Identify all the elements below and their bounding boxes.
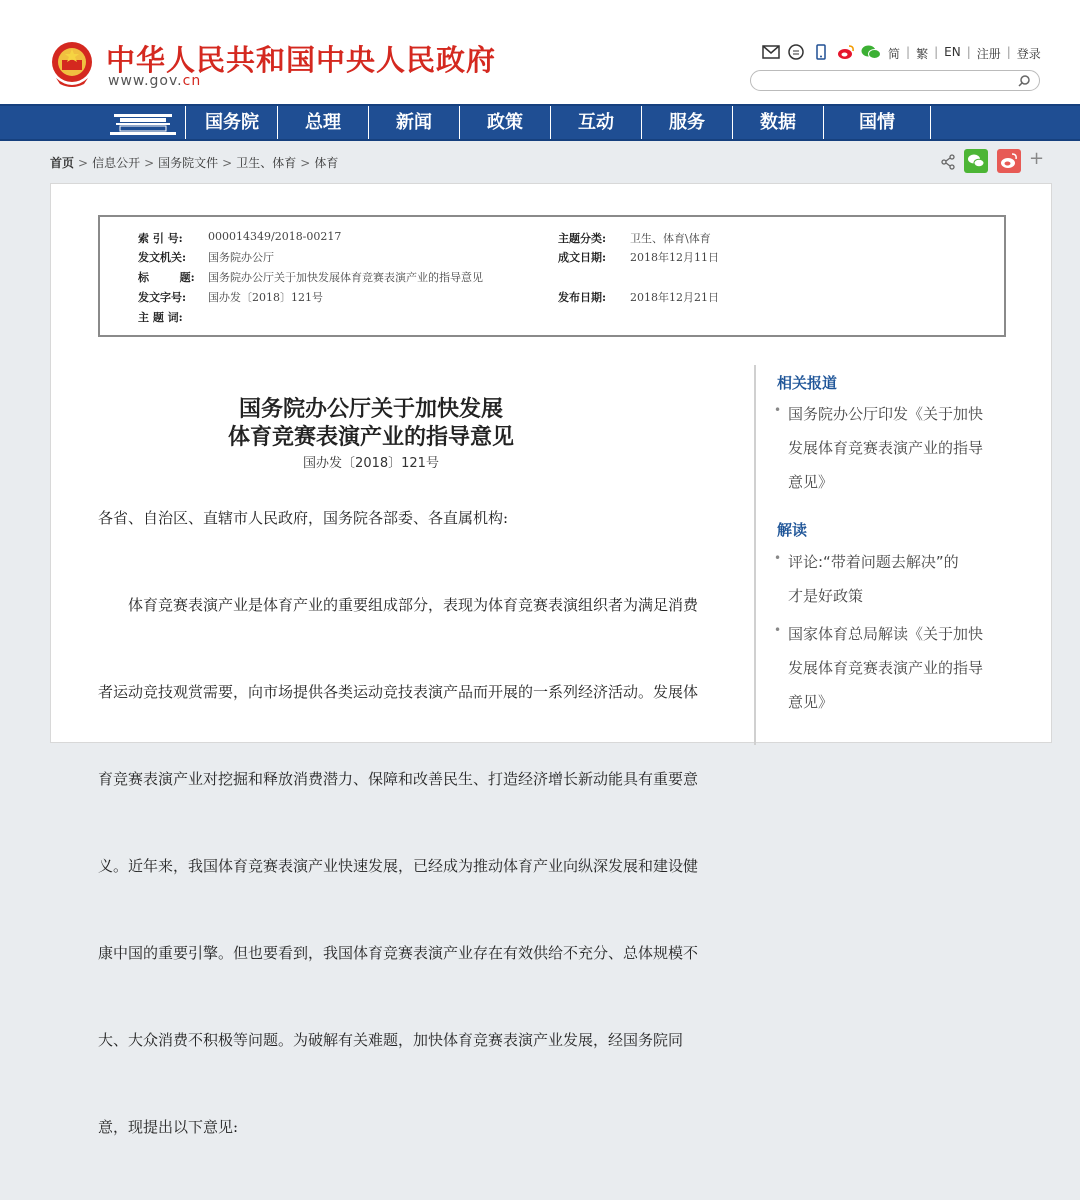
meta-index-value: 000014349/2018-00217 [208,230,342,243]
nav-item-state-council[interactable]: 国务院 [187,106,278,139]
share-more-button[interactable]: + [1029,148,1045,169]
breadcrumb-sports[interactable]: 体育 [314,156,339,170]
top-icon-bar [762,44,880,60]
meta-keywords-label: 主 题 词: [138,311,183,324]
link-line: 才是好政策 [788,587,864,605]
link-line: 意见》 [788,473,834,491]
breadcrumb-state-council-docs[interactable]: 国务院文件 [158,156,219,170]
sidebar-divider [754,365,756,745]
nav-item-services[interactable]: 服务 [642,106,733,139]
search-box [750,70,1040,91]
nav-item-data[interactable]: 数据 [733,106,824,139]
site-url-main: www.gov. [108,73,183,89]
meta-issuer-value: 国务院办公厅 [208,251,274,264]
register-link[interactable]: 注册 [976,47,1001,61]
tiananmen-icon [100,106,186,139]
separator: | [906,45,911,59]
interpretation-link[interactable] [788,545,1013,613]
weibo-icon [997,149,1021,173]
related-report-link[interactable] [788,397,1013,499]
breadcrumb-separator: > [300,156,311,170]
national-emblem-icon[interactable] [50,40,94,90]
nav-item-interaction[interactable]: 互动 [551,106,642,139]
meta-publish-label: 发布日期: [558,291,607,304]
link-line: • 国家体育总局解读《关于加快 [788,625,984,643]
top-links [888,45,1041,62]
breadcrumb-home[interactable]: 首页 [50,156,75,170]
document-number: 国办发〔2018〕121号 [303,456,439,471]
paragraph-line: 育竞赛表演产业对挖掘和释放消费潜力、保障和改善民生、打造经济增长新动能具有重要意 [98,770,699,788]
share-icon[interactable] [940,154,956,170]
breadcrumb-health-sports[interactable]: 卫生、体育 [236,156,297,170]
share-wechat-button[interactable] [964,149,988,173]
search-icon[interactable] [1017,74,1031,88]
nav-item-premier[interactable]: 总理 [278,106,369,139]
nav-item-national-info[interactable]: 国情 [824,106,931,139]
breadcrumb-separator: > [222,156,233,170]
lang-english-link[interactable]: EN [944,45,961,59]
site-url [108,73,201,89]
paragraph-line: 者运动竞技观赏需要，向市场提供各类运动竞技表演产品而开展的一系列经济活动。发展体 [98,683,699,701]
paragraph-line: 体育竞赛表演产业是体育产业的重要组成部分，表现为体育竞赛表演组织者为满足消费 [98,596,699,614]
lang-traditional-link[interactable]: 繁 [916,47,929,61]
meta-doc-no-label: 发文字号: [138,291,187,304]
breadcrumb-separator: > [78,156,89,170]
breadcrumb-info-disclosure[interactable]: 信息公开 [92,156,141,170]
nav-home-button[interactable] [100,106,186,139]
interpretation-heading: 解读 [777,521,808,539]
nav-item-news[interactable]: 新闻 [369,106,460,139]
interpretation-link[interactable] [788,617,1013,719]
link-line: 意见》 [788,693,834,711]
meta-title-label: 标 题: [138,271,195,284]
meta-index-label: 索 引 号: [138,232,183,245]
paragraph-line: 康中国的重要引擎。但也要看到，我国体育竞赛表演产业存在有效供给不充分、总体规模不 [98,944,699,962]
search-input[interactable] [761,73,1011,88]
meta-publish-value: 2018年12月21日 [630,291,719,304]
main-nav [0,104,1080,141]
breadcrumb [50,154,338,171]
wechat-icon [964,149,988,173]
site-header [0,0,1080,104]
meta-doc-no-value: 国办发〔2018〕121号 [208,291,323,304]
separator: | [966,45,971,59]
meta-topic-label: 主题分类: [558,232,607,245]
link-line: • 国务院办公厅印发《关于加快 [788,405,984,423]
meta-title-value: 国务院办公厅关于加快发展体育竞赛表演产业的指导意见 [208,271,483,284]
paragraph-line: 意，现提出以下意见: [98,1118,239,1136]
share-weibo-button[interactable] [997,149,1021,173]
mobile-icon[interactable] [812,44,830,60]
meta-date-made-value: 2018年12月11日 [630,251,719,264]
link-line: • 评论:“带着问题去解决”的 [788,553,959,571]
content-panel [50,183,1052,1136]
meta-issuer-label: 发文机关: [138,251,187,264]
wechat-icon[interactable] [862,44,880,60]
meta-date-made-label: 成文日期: [558,251,607,264]
link-line: 发展体育竞赛表演产业的指导 [788,439,984,457]
site-title[interactable]: 中华人民共和国中央人民政府 [106,43,497,77]
site-url-cn: cn [182,73,202,89]
document-salutation: 各省、自治区、直辖市人民政府，国务院各部委、各直属机构: [98,509,509,527]
nav-item-policy[interactable]: 政策 [460,106,551,139]
separator: | [934,45,939,59]
paragraph-line: 义。近年来，我国体育竞赛表演产业快速发展，已经成为推动体育产业向纵深发展和建设健 [98,857,699,875]
document-title-line1: 国务院办公厅关于加快发展 [238,396,503,422]
breadcrumb-separator: > [144,156,155,170]
lang-simplified-link[interactable]: 简 [888,47,901,61]
weibo-icon[interactable] [837,44,855,60]
login-link[interactable]: 登录 [1016,47,1041,61]
related-reports-heading: 相关报道 [777,374,838,392]
meta-topic-value: 卫生、体育\体育 [630,232,711,245]
document-meta-table [98,215,1006,337]
mail-icon[interactable] [762,44,780,60]
document-paragraph [98,533,738,1200]
paragraph-line: 大、大众消费不积极等问题。为破解有关难题，加快体育竞赛表演产业发展，经国务院同 [98,1031,684,1049]
chat-icon[interactable] [787,44,805,60]
link-line: 发展体育竞赛表演产业的指导 [788,659,984,677]
separator: | [1006,45,1011,59]
document-title-line2: 体育竞赛表演产业的指导意见 [227,424,514,450]
